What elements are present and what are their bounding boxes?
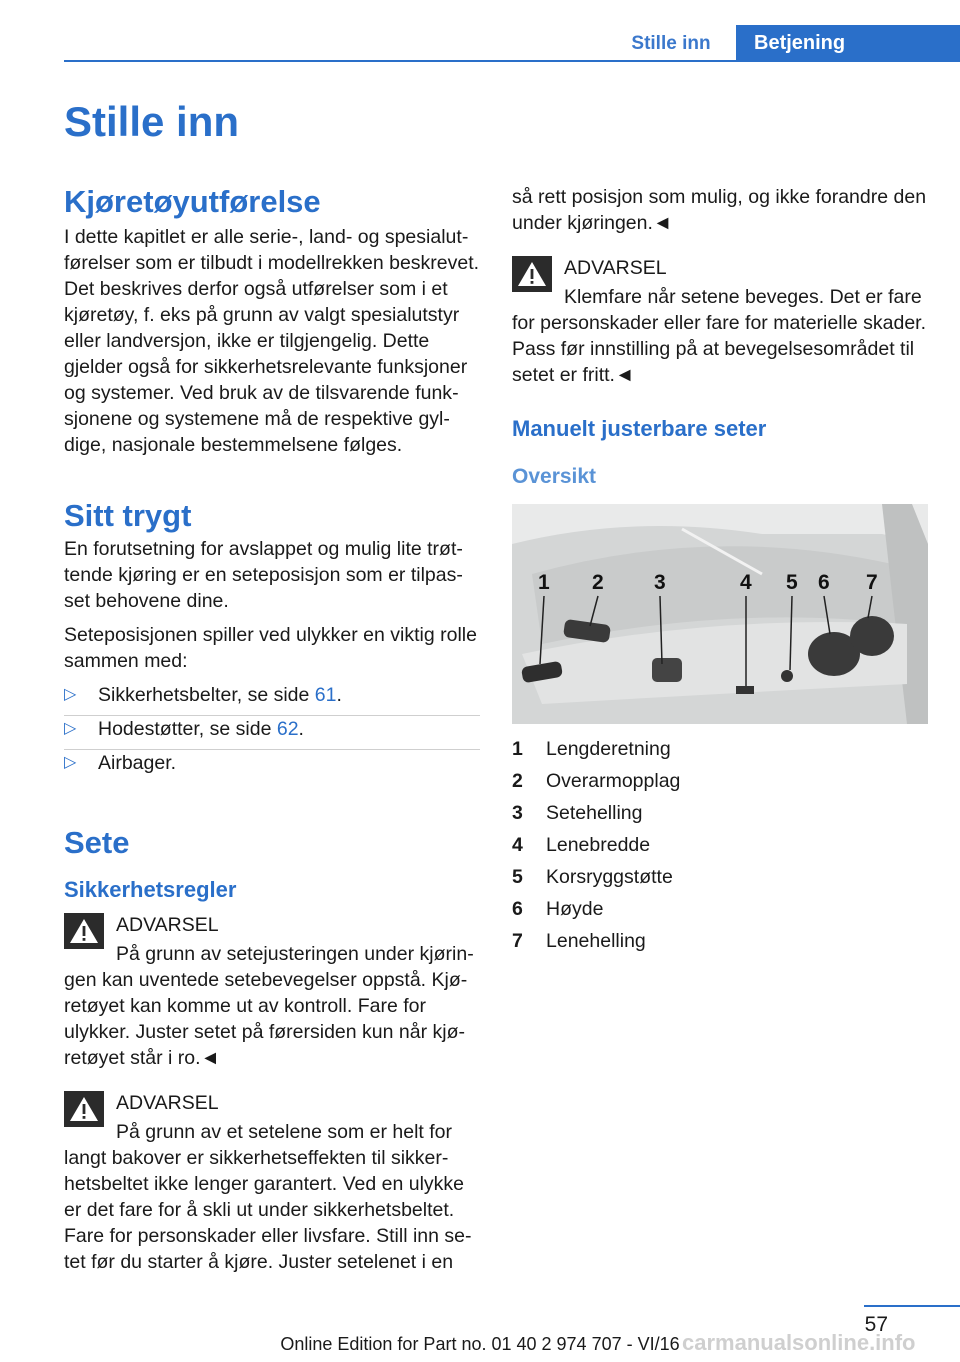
bullet-end: . <box>298 718 304 740</box>
heading-sitt-trygt: Sitt trygt <box>64 498 192 533</box>
legend-label: Høyde <box>546 898 604 920</box>
heading-sete: Sete <box>64 825 130 860</box>
bullet-item <box>64 682 480 716</box>
page-link-61[interactable]: 61 <box>314 684 337 706</box>
legend-label: Korsryggstøtte <box>546 866 673 888</box>
triangle-bullet-icon: ▷ <box>64 686 77 703</box>
legend-item <box>512 768 928 800</box>
left-column <box>64 182 480 1275</box>
right-column <box>512 184 928 960</box>
legend-item <box>512 928 928 960</box>
bullet-end: . <box>336 684 342 706</box>
legend-number: 5 <box>512 866 523 888</box>
bullet-item <box>64 750 480 783</box>
legend-label: Lenehelling <box>546 930 646 952</box>
legend-label: Lengderetning <box>546 738 671 760</box>
paragraph-sitt-trygt-1: En forutsetning for avslappet og mulig lite trøttende kjøring er en seteposisjon som er tilpasset behovene dine. <box>64 538 463 612</box>
legend-label: Overarmopplag <box>546 770 681 792</box>
warning-label: ADVARSEL <box>116 1092 219 1114</box>
warning-text: Klemfare når setene beveges. Det er fare for personskader eller fare for materielle skader. Pass før innstilling på at bevegelsesområdet til setet er fritt.◄ <box>512 286 927 386</box>
figure-label-7: 7 <box>866 571 878 594</box>
page-title: Stille inn <box>64 98 240 145</box>
seat-controls-figure <box>512 504 928 724</box>
legend-item <box>512 864 928 896</box>
legend-item <box>512 800 928 832</box>
legend-item <box>512 832 928 864</box>
seat-illustration <box>512 504 928 724</box>
warning-text: På grunn av et setelene som er helt for langt bakover er sikkerhetseffekten til sikkerhetsbeltet ikke lenger garantert. Ved en ulykke er det fare for å skli ut under sikkerhetsbeltet. Fare for personskader eller livsfare. Still inn setet før du starter å kjøre. Juster setelenet i en <box>64 1121 472 1273</box>
bullet-text: Airbager. <box>98 752 177 774</box>
figure-label-4: 4 <box>740 571 752 594</box>
heading-oversikt: Oversikt <box>512 465 597 488</box>
bullet-item <box>64 716 480 750</box>
warning-box <box>64 1087 480 1275</box>
legend-number: 7 <box>512 930 523 952</box>
warning-triangle-icon <box>64 1091 104 1127</box>
legend-label: Setehelling <box>546 802 643 824</box>
figure-label-3: 3 <box>654 571 666 594</box>
warning-triangle-icon <box>64 913 104 949</box>
figure-label-5: 5 <box>786 571 798 594</box>
bullet-text: Hodestøtter, se side <box>98 718 277 740</box>
footer-edition-text: Online Edition for Part no. 01 40 2 974 707 - VI/16 <box>280 1334 680 1354</box>
header-chapter-tab: Betjening <box>736 25 960 61</box>
paragraph-kjoretoyutforelse: I dette kapitlet er alle serie-, land- og spesialutførelser som er tilbudt i modellrekken beskrevet. Det beskrives derfor også utførelser som i et kjøretøy, f. eks på grunn av valgt spesialutstyr eller landversjon, ikke er tilgjengelig. Dette gjelder også for sikkerhetsrelevante funksjoner og systemer. Ved bruk av de tilsvarende funksjonene og systemene må de respektive gyldige, nasjonale bestemmelsene følges. <box>64 226 480 456</box>
legend-item <box>512 736 928 768</box>
legend-number: 4 <box>512 834 523 856</box>
legend-number: 2 <box>512 770 523 792</box>
watermark: carmanualsonline.info <box>682 1330 916 1355</box>
warning-box <box>64 909 480 1071</box>
page-number: 57 <box>864 1313 888 1336</box>
paragraph-continued: så rett posisjon som mulig, og ikke forandre den under kjøringen.◄ <box>512 186 927 234</box>
header-rule <box>64 60 960 62</box>
figure-label-6: 6 <box>818 571 830 594</box>
figure-label-1: 1 <box>538 571 550 594</box>
warning-label: ADVARSEL <box>564 257 667 279</box>
warning-label: ADVARSEL <box>116 914 219 936</box>
bullet-text: Sikkerhetsbelter, se side <box>98 684 315 706</box>
footer-rule <box>864 1305 960 1307</box>
legend-number: 6 <box>512 898 523 920</box>
bullet-list <box>64 682 480 783</box>
heading-manuelt-justerbare-seter: Manuelt justerbare seter <box>512 416 767 441</box>
heading-sikkerhetsregler: Sikkerhetsregler <box>64 877 237 902</box>
triangle-bullet-icon: ▷ <box>64 754 77 771</box>
figure-label-2: 2 <box>592 571 604 594</box>
legend-item <box>512 896 928 928</box>
legend-number: 3 <box>512 802 523 824</box>
legend-number: 1 <box>512 738 523 760</box>
warning-text: På grunn av setejusteringen under kjøringen kan uventede setebevegelser oppstå. Kjøretøyet kan komme ut av kontroll. Fare for ulykker. Juster setet på førersiden kun når kjøretøyet står i ro.◄ <box>64 943 474 1069</box>
heading-kjoretoyutforelse: Kjøretøyutførelse <box>64 184 321 219</box>
figure-legend <box>512 736 928 960</box>
paragraph-sitt-trygt-2: Seteposisjonen spiller ved ulykker en viktig rolle sammen med: <box>64 624 477 672</box>
legend-label: Lenebredde <box>546 834 651 856</box>
triangle-bullet-icon: ▷ <box>64 720 77 737</box>
warning-triangle-icon <box>512 256 552 292</box>
page-link-62[interactable]: 62 <box>276 718 299 740</box>
warning-box <box>512 252 928 388</box>
header-section-title: Stille inn <box>631 33 711 54</box>
